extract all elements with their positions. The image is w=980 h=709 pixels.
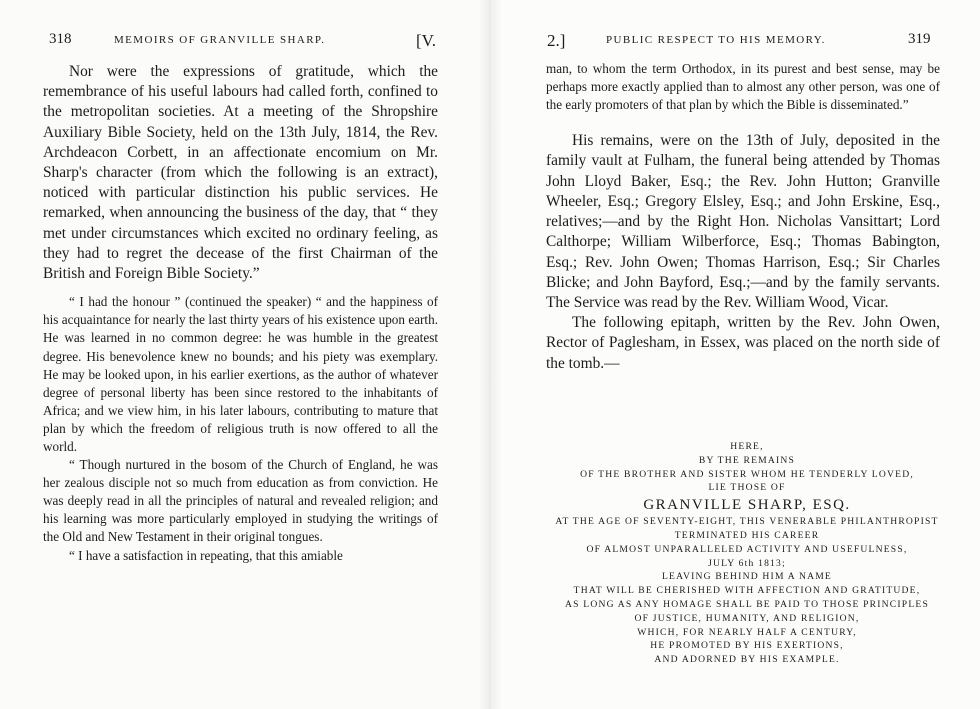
epitaph-line: AND ADORNED BY HIS EXAMPLE.	[654, 654, 840, 666]
epitaph-line: LIE THOSE OF	[708, 482, 786, 494]
left-text-column	[43, 62, 438, 565]
epitaph-name: GRANVILLE SHARP, ESQ.	[643, 497, 851, 514]
paragraph: “ I had the honour ” (continued the speaker) “ and the happiness of his acquaintance for nearly the last thirty years of his existence upon earth. He was learned in no common degree: he was humble in the greatest degree. His benevolence knew no bounds; and his piety was exemplary. He may be looked upon, in his earlier exertions, as the author of whatever degree of personal liberty has been since restored to the inhabitants of Africa; and we view him, in his later labours, contributing to mature that plan by which the freedom of religious truth is now offered to all the world.	[43, 294, 438, 454]
right-text-column	[546, 60, 940, 374]
epitaph-line: HE PROMOTED BY HIS EXERTIONS,	[650, 640, 844, 652]
epitaph-line: TERMINATED HIS CAREER	[674, 529, 820, 541]
left-running-head: MEMOIRS OF GRANVILLE SHARP.	[114, 34, 326, 46]
paragraph: Nor were the expressions of gratitude, which the remembrance of his useful labours had called forth, confined to the metropolitan societies. At a meeting of the Shropshire Auxiliary Bible Society, held on the 13th July, 1814, the Rev. Archdeacon Corbett, in an affectionate encomium on Mr. Sharp's character (from which the following is an extract), noticed with particular distinction his public services. He remarked, when announcing the business of the day, that “ they met under circumstances which excited no ordinary feeling, as they had to regret the decease of the first Chairman of the British and Foreign Bible Society.”	[43, 63, 438, 283]
paragraph: man, to whom the term Orthodox, in its purest and best sense, may be perhaps more exactly applied than to almost any other person, was one of the early promoters of that plan by which the Bible is disseminated.”	[546, 61, 940, 113]
right-running-head: PUBLIC RESPECT TO HIS MEMORY.	[606, 34, 826, 46]
epitaph-line: OF JUSTICE, HUMANITY, AND RELIGION,	[634, 612, 860, 624]
epitaph-line: BY THE REMAINS	[698, 454, 796, 466]
paragraph: “ Though nurtured in the bosom of the Church of England, he was her zealous disciple not so much from education as from conviction. He was deeply read in all the principles of natural and revealed religion; and his learning was more particularly employed in studying the writings of the Old and New Testament in their original tongues.	[43, 457, 438, 545]
book-gutter	[478, 0, 502, 709]
epitaph-line: JULY 6th 1813;	[708, 557, 786, 569]
paragraph: The following epitaph, written by the Rev. John Owen, Rector of Paglesham, in Essex, was placed on the north side of the tomb.—	[546, 314, 940, 372]
epitaph-line: OF THE BROTHER AND SISTER WHOM HE TENDERLY LOVED,	[580, 468, 914, 480]
epitaph	[522, 440, 972, 667]
epitaph-line: WHICH, FOR NEARLY HALF A CENTURY,	[637, 626, 857, 638]
epitaph-line: HERE,	[730, 441, 764, 452]
left-chapter-mark: [V.	[416, 31, 436, 50]
paragraph: His remains, were on the 13th of July, deposited in the family vault at Fulham, the funeral being attended by Thomas John Lloyd Baker, Esq.; the Rev. John Hutton; Granville Wheeler, Esq.; Gregory Elsley, Esq.; and John Erskine, Esq., relatives;—and by the Right Hon. Nicholas Vansittart; Lord Calthorpe; William Wilberforce, Esq.; Thomas Babington, Esq.; Rev. John Owen; Thomas Harrison, Esq.; Sir Charles Blicke; and John Bayford, Esq.;—and by the family servants. The Service was read by the Rev. William Wood, Vicar.	[546, 132, 940, 311]
epitaph-line: THAT WILL BE CHERISHED WITH AFFECTION AND GRATITUDE,	[573, 585, 921, 597]
left-page-number: 318	[49, 31, 72, 47]
epitaph-line: AS LONG AS ANY HOMAGE SHALL BE PAID TO THOSE PRINCIPLES	[565, 598, 929, 610]
right-chapter-mark: 2.]	[547, 31, 566, 50]
epitaph-line: OF ALMOST UNPARALLELED ACTIVITY AND USEFULNESS,	[586, 543, 908, 555]
right-page-number: 319	[908, 31, 931, 47]
epitaph-line: LEAVING BEHIND HIM A NAME	[662, 571, 832, 583]
paragraph: “ I have a satisfaction in repeating, that this amiable	[69, 547, 343, 563]
epitaph-line: AT THE AGE OF SEVENTY-EIGHT, THIS VENERABLE PHILANTHROPIST	[555, 516, 939, 528]
